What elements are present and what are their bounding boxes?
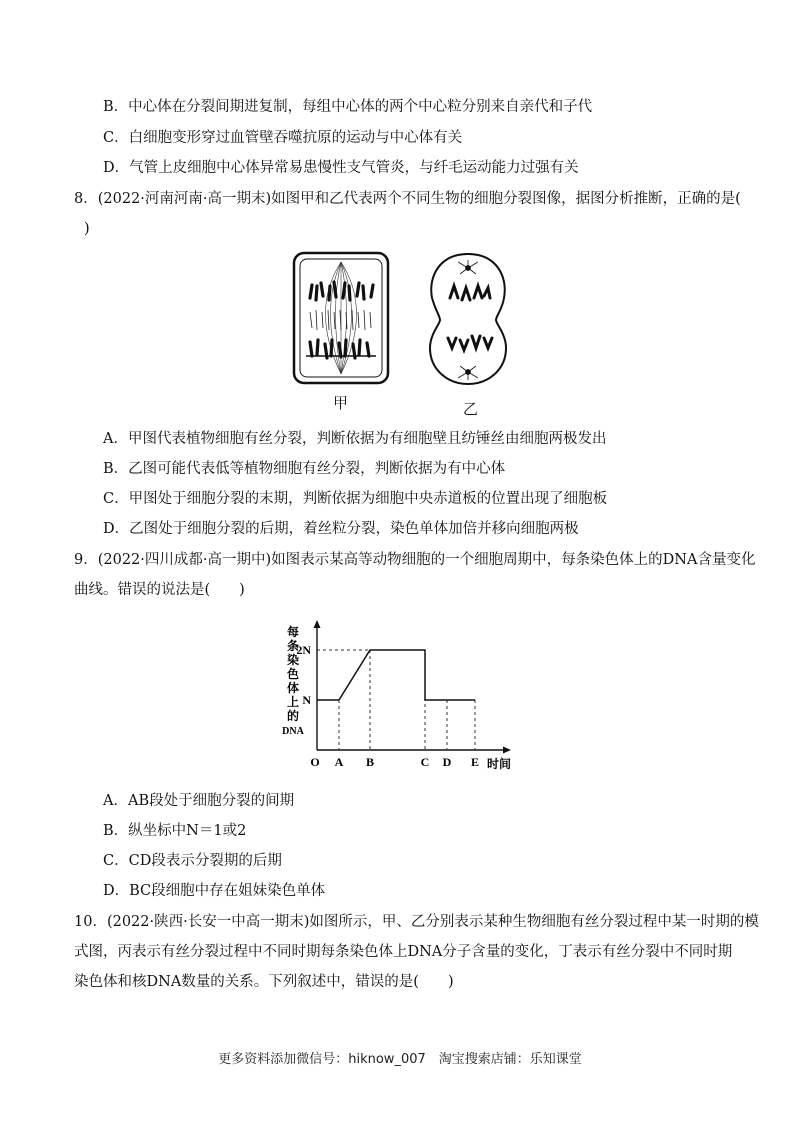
cell-division-figure [290,250,530,390]
x-tick-label: E [470,755,480,769]
q10-stem-line1: 10．(2022·陕西·长安一中高一期末)如图所示，甲、乙分别表示某种生物细胞有丝分裂过程中某一时期的模 [74,914,759,930]
q9-option-d: D．BC段细胞中存在姐妹染色单体 [103,883,326,899]
animal-cell-diagram [430,254,506,384]
y-axis-label-char: 染 [286,653,300,667]
q8-stem: 8．(2022·河南河南·高一期末)如图甲和乙代表两个不同生物的细胞分裂图像，据图分析推断，正确的是( [74,191,741,207]
y-tick-label: 2N [296,643,311,657]
x-axis-arrow [503,747,511,754]
q9-option-a: A．AB段处于细胞分裂的间期 [103,793,295,809]
plant-cell-diagram [294,253,388,383]
q8-option-d: D．乙图处于细胞分裂的后期，着丝粒分裂，染色单体加倍并移向细胞两极 [103,521,579,537]
q9-option-b: B．纵坐标中N＝1或2 [103,823,247,839]
q8-stem-cont: ) [84,221,90,237]
y-axis-label-char: 每 [286,625,300,639]
q9-stem-cont: 曲线。错误的说法是( ) [74,582,245,598]
q9-option-c: C．CD段表示分裂期的后期 [103,853,282,869]
y-axis-label-char: 的 [286,709,300,723]
figure-caption-jia: 甲 [333,394,349,412]
y-axis-label [282,624,304,737]
y-axis-label-char: DNA [282,726,304,737]
x-tick-label: B [365,755,375,769]
x-axis-label: 时间 [486,757,512,771]
q10-stem-line3: 染色体和核DNA数量的关系。下列叙述中，错误的是( ) [74,974,454,990]
q9-stem: 9．(2022·四川成都·高一期中)如图表示某高等动物细胞的一个细胞周期中，每条染色体上的DNA含量变化 [74,552,756,568]
dna-content-line [317,650,475,700]
y-axis-label-char: 条 [286,639,300,653]
y-axis-label-char: 上 [286,695,300,709]
q8-option-c: C．甲图处于细胞分裂的末期，判断依据为细胞中央赤道板的位置出现了细胞板 [103,491,608,507]
y-tick-label: N [302,693,311,707]
y-axis-label-char: 色 [286,667,300,681]
q8-option-a: A．甲图代表植物细胞有丝分裂，判断依据为有细胞壁且纺锤丝由细胞两极发出 [103,431,607,447]
footer-note: 更多资料添加微信号：hiknow_007 淘宝搜索店铺：乐知课堂 [218,1052,582,1067]
x-tick-label: A [334,755,344,769]
q10-stem-line2: 式图，丙表示有丝分裂过程中不同时期每条染色体上DNA分子含量的变化，丁表示有丝分裂中不同时期 [74,944,733,960]
figure-caption-yi: 乙 [463,400,479,418]
q7-option-c: C．白细胞变形穿过血管壁吞噬抗原的运动与中心体有关 [103,130,463,146]
x-tick-label: D [442,755,452,769]
q7-option-d: D．气管上皮细胞中心体异常易患慢性支气管炎，与纤毛运动能力过强有关 [103,160,579,176]
x-tick-label: O [310,755,320,769]
y-axis-label-char: 体 [286,681,300,695]
q8-option-b: B．乙图可能代表低等植物细胞有丝分裂，判断依据为有中心体 [103,461,506,477]
q7-option-b: B．中心体在分裂间期进复制，每组中心体的两个中心粒分别来自亲代和子代 [103,99,593,115]
x-tick-label: C [420,755,430,769]
y-axis-arrow [314,620,321,628]
dna-content-chart [275,612,525,774]
